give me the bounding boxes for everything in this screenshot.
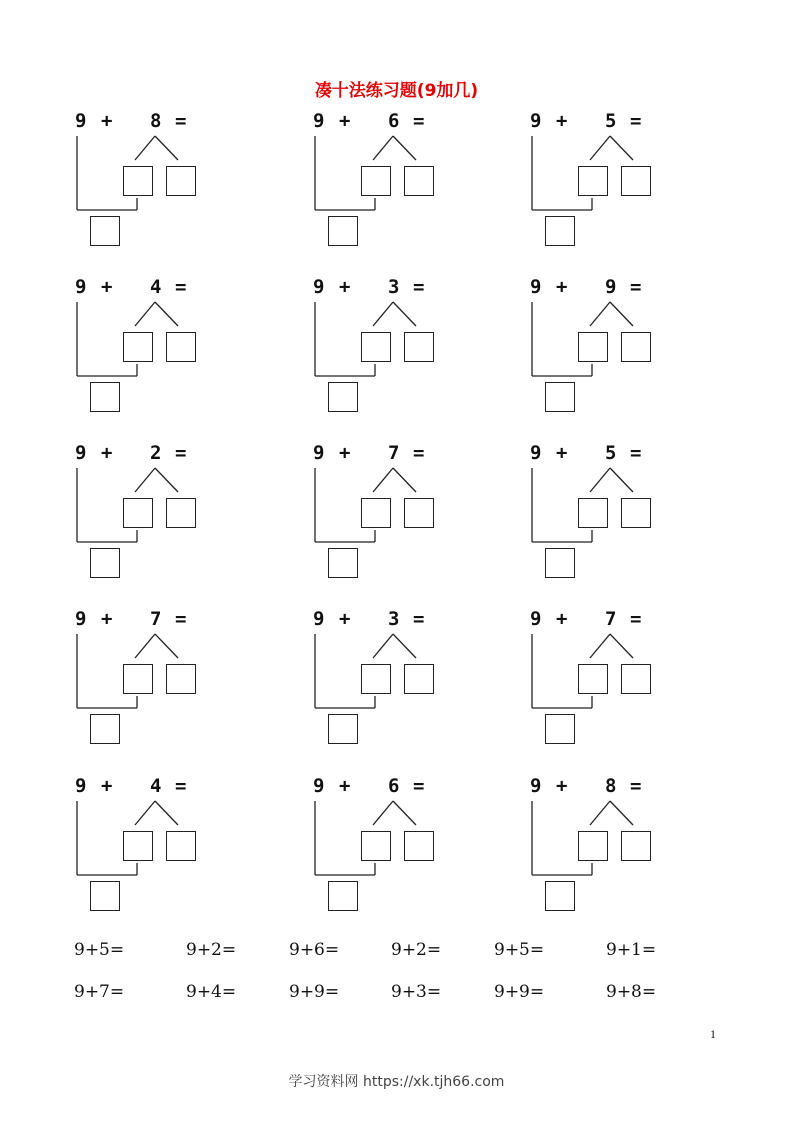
sum-box[interactable] [90,714,120,744]
make-ten-problem [313,608,483,758]
split-box-left[interactable] [578,498,608,528]
split-box-left[interactable] [123,166,153,196]
equals-sign: = [413,276,425,298]
addend-b: 2 [150,442,162,464]
addend-b: 5 [605,442,617,464]
split-left-line [590,136,610,160]
quick-exercise: 9+2= [391,940,442,960]
plus-sign: + [101,442,113,464]
quick-exercise: 9+7= [74,982,125,1002]
make-ten-problem [75,442,245,592]
addend-a: 9 [313,442,325,464]
plus-sign: + [556,442,568,464]
split-box-right[interactable] [404,332,434,362]
addend-a: 9 [530,442,542,464]
split-box-right[interactable] [621,831,651,861]
split-left-line [135,801,155,825]
plus-sign: + [101,110,113,132]
plus-sign: + [556,276,568,298]
addend-a: 9 [75,276,87,298]
split-box-right[interactable] [166,332,196,362]
equals-sign: = [413,442,425,464]
addend-a: 9 [530,110,542,132]
equals-sign: = [175,110,187,132]
addend-a: 9 [313,608,325,630]
plus-sign: + [101,775,113,797]
equals-sign: = [630,442,642,464]
addend-a: 9 [530,775,542,797]
plus-sign: + [339,442,351,464]
addend-b: 4 [150,775,162,797]
equals-sign: = [175,775,187,797]
split-box-right[interactable] [404,166,434,196]
plus-sign: + [339,276,351,298]
split-right-line [393,634,416,658]
addend-a: 9 [313,110,325,132]
quick-exercise: 9+5= [74,940,125,960]
addend-a: 9 [313,276,325,298]
sum-box[interactable] [328,548,358,578]
footer-watermark: 学习资料网 https://xk.tjh66.com [288,1074,505,1090]
split-right-line [393,468,416,492]
quick-exercise: 9+3= [391,982,442,1002]
split-box-left[interactable] [578,831,608,861]
quick-exercise: 9+5= [494,940,545,960]
split-box-left[interactable] [123,664,153,694]
split-box-right[interactable] [166,498,196,528]
equals-sign: = [175,442,187,464]
sum-box[interactable] [545,382,575,412]
plus-sign: + [556,608,568,630]
quick-exercise: 9+8= [606,982,657,1002]
addend-b: 3 [388,276,400,298]
addend-b: 3 [388,608,400,630]
make-ten-problem [75,110,245,260]
equals-sign: = [630,276,642,298]
addend-a: 9 [75,442,87,464]
split-right-line [610,634,633,658]
split-left-line [590,468,610,492]
split-left-line [373,801,393,825]
split-box-right[interactable] [621,664,651,694]
equals-sign: = [413,608,425,630]
addend-a: 9 [530,276,542,298]
plus-sign: + [339,608,351,630]
split-right-line [610,801,633,825]
addend-b: 7 [605,608,617,630]
quick-exercise: 9+4= [186,982,237,1002]
make-ten-problem [530,442,700,592]
split-left-line [373,302,393,326]
plus-sign: + [101,608,113,630]
split-box-left[interactable] [578,332,608,362]
split-right-line [393,801,416,825]
split-box-right[interactable] [621,498,651,528]
split-box-left[interactable] [361,498,391,528]
sum-box[interactable] [90,881,120,911]
sum-box[interactable] [328,382,358,412]
split-box-left[interactable] [123,332,153,362]
sum-box[interactable] [90,216,120,246]
sum-box[interactable] [328,714,358,744]
make-ten-problem [313,110,483,260]
page-title: 凑十法练习题(9加几) [314,81,479,101]
plus-sign: + [101,276,113,298]
page-number: 1 [710,1027,716,1041]
split-box-left[interactable] [361,332,391,362]
addend-b: 9 [605,276,617,298]
sum-box[interactable] [328,216,358,246]
quick-exercise: 9+9= [289,982,340,1002]
split-box-left[interactable] [361,166,391,196]
split-left-line [373,136,393,160]
addend-a: 9 [75,608,87,630]
plus-sign: + [556,775,568,797]
split-box-right[interactable] [621,332,651,362]
split-left-line [373,468,393,492]
sum-box[interactable] [90,548,120,578]
addend-b: 8 [605,775,617,797]
sum-box[interactable] [545,548,575,578]
equals-sign: = [175,608,187,630]
split-left-line [590,302,610,326]
split-left-line [590,634,610,658]
split-left-line [135,634,155,658]
make-ten-problem [530,110,700,260]
addend-b: 6 [388,110,400,132]
split-right-line [155,468,178,492]
split-right-line [393,136,416,160]
addend-a: 9 [75,110,87,132]
split-right-line [610,302,633,326]
make-ten-problem [75,775,245,925]
addend-a: 9 [313,775,325,797]
addend-b: 6 [388,775,400,797]
addend-b: 8 [150,110,162,132]
equals-sign: = [630,775,642,797]
split-left-line [590,801,610,825]
make-ten-problem [530,775,700,925]
equals-sign: = [413,110,425,132]
plus-sign: + [339,110,351,132]
split-box-left[interactable] [123,831,153,861]
make-ten-problem [530,608,700,758]
sum-box[interactable] [545,216,575,246]
make-ten-problem [75,608,245,758]
quick-exercise: 9+2= [186,940,237,960]
split-box-right[interactable] [404,664,434,694]
sum-box[interactable] [90,382,120,412]
split-right-line [155,136,178,160]
make-ten-problem [313,442,483,592]
split-box-right[interactable] [404,498,434,528]
split-left-line [135,468,155,492]
quick-exercise: 9+6= [289,940,340,960]
sum-box[interactable] [545,714,575,744]
addend-b: 5 [605,110,617,132]
split-left-line [135,136,155,160]
split-right-line [610,136,633,160]
split-box-left[interactable] [578,664,608,694]
equals-sign: = [630,608,642,630]
split-left-line [135,302,155,326]
addend-a: 9 [75,775,87,797]
addend-b: 7 [388,442,400,464]
split-left-line [373,634,393,658]
split-right-line [393,302,416,326]
split-box-right[interactable] [404,831,434,861]
quick-exercise: 9+9= [494,982,545,1002]
addend-b: 4 [150,276,162,298]
split-box-left[interactable] [123,498,153,528]
split-right-line [155,302,178,326]
split-box-left[interactable] [578,166,608,196]
addend-b: 7 [150,608,162,630]
split-box-right[interactable] [166,166,196,196]
split-right-line [155,634,178,658]
make-ten-problem [313,276,483,426]
quick-exercise: 9+1= [606,940,657,960]
make-ten-problem [530,276,700,426]
plus-sign: + [556,110,568,132]
split-right-line [155,801,178,825]
equals-sign: = [413,775,425,797]
make-ten-problem [313,775,483,925]
make-ten-problem [75,276,245,426]
split-box-left[interactable] [361,664,391,694]
sum-box[interactable] [328,881,358,911]
addend-a: 9 [530,608,542,630]
equals-sign: = [175,276,187,298]
split-box-right[interactable] [621,166,651,196]
plus-sign: + [339,775,351,797]
split-box-right[interactable] [166,831,196,861]
sum-box[interactable] [545,881,575,911]
split-box-left[interactable] [361,831,391,861]
split-right-line [610,468,633,492]
split-box-right[interactable] [166,664,196,694]
equals-sign: = [630,110,642,132]
